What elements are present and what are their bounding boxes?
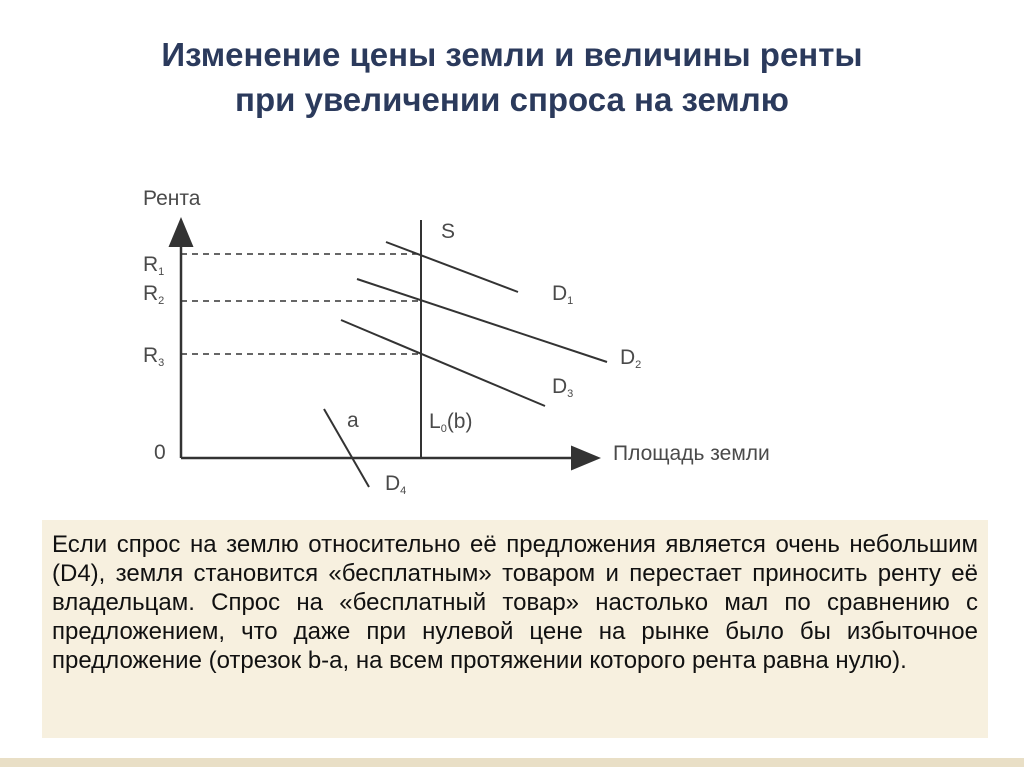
title-line-2: при увеличении спроса на землю — [235, 81, 789, 118]
origin-label: 0 — [154, 441, 166, 464]
y-axis-label: Рента — [143, 187, 201, 210]
demand-curve-d1 — [386, 242, 518, 292]
demand-label-d2: D2 — [620, 346, 642, 371]
demand-curve-d3 — [341, 320, 545, 406]
title-line-1: Изменение цены земли и величины ренты — [161, 36, 863, 73]
demand-label-d1: D1 — [552, 282, 574, 307]
bottom-decoration — [0, 758, 1024, 767]
x-axis-label: Площадь земли — [613, 442, 770, 465]
explanation-note — [42, 520, 988, 738]
supply-label: S — [441, 220, 456, 243]
point-a-label: a — [347, 409, 359, 432]
point-b-label: L0(b) — [429, 410, 473, 435]
rent-label-r2: R2 — [143, 282, 165, 307]
explanation-text: Если спрос на землю относительно её предложения является очень небольшим (D4), земля становится «бесплатным» товаром и перестает приносить ренту её владельцам. Спрос на «бесплатный товар» настолько мал по сравнению с предложением, что даже при нулевой цене на рынке было бы избыточное предложение (отрезок b-a, на всем протяжении которого рента равна нулю). — [52, 531, 978, 674]
rent-label-r1: R1 — [143, 253, 165, 278]
demand-curve-d2 — [357, 279, 607, 362]
rent-demand-diagram — [0, 160, 1024, 510]
demand-label-d3: D3 — [552, 375, 574, 400]
demand-label-d4: D4 — [385, 472, 407, 497]
rent-label-r3: R3 — [143, 344, 165, 369]
slide-title — [40, 32, 984, 122]
